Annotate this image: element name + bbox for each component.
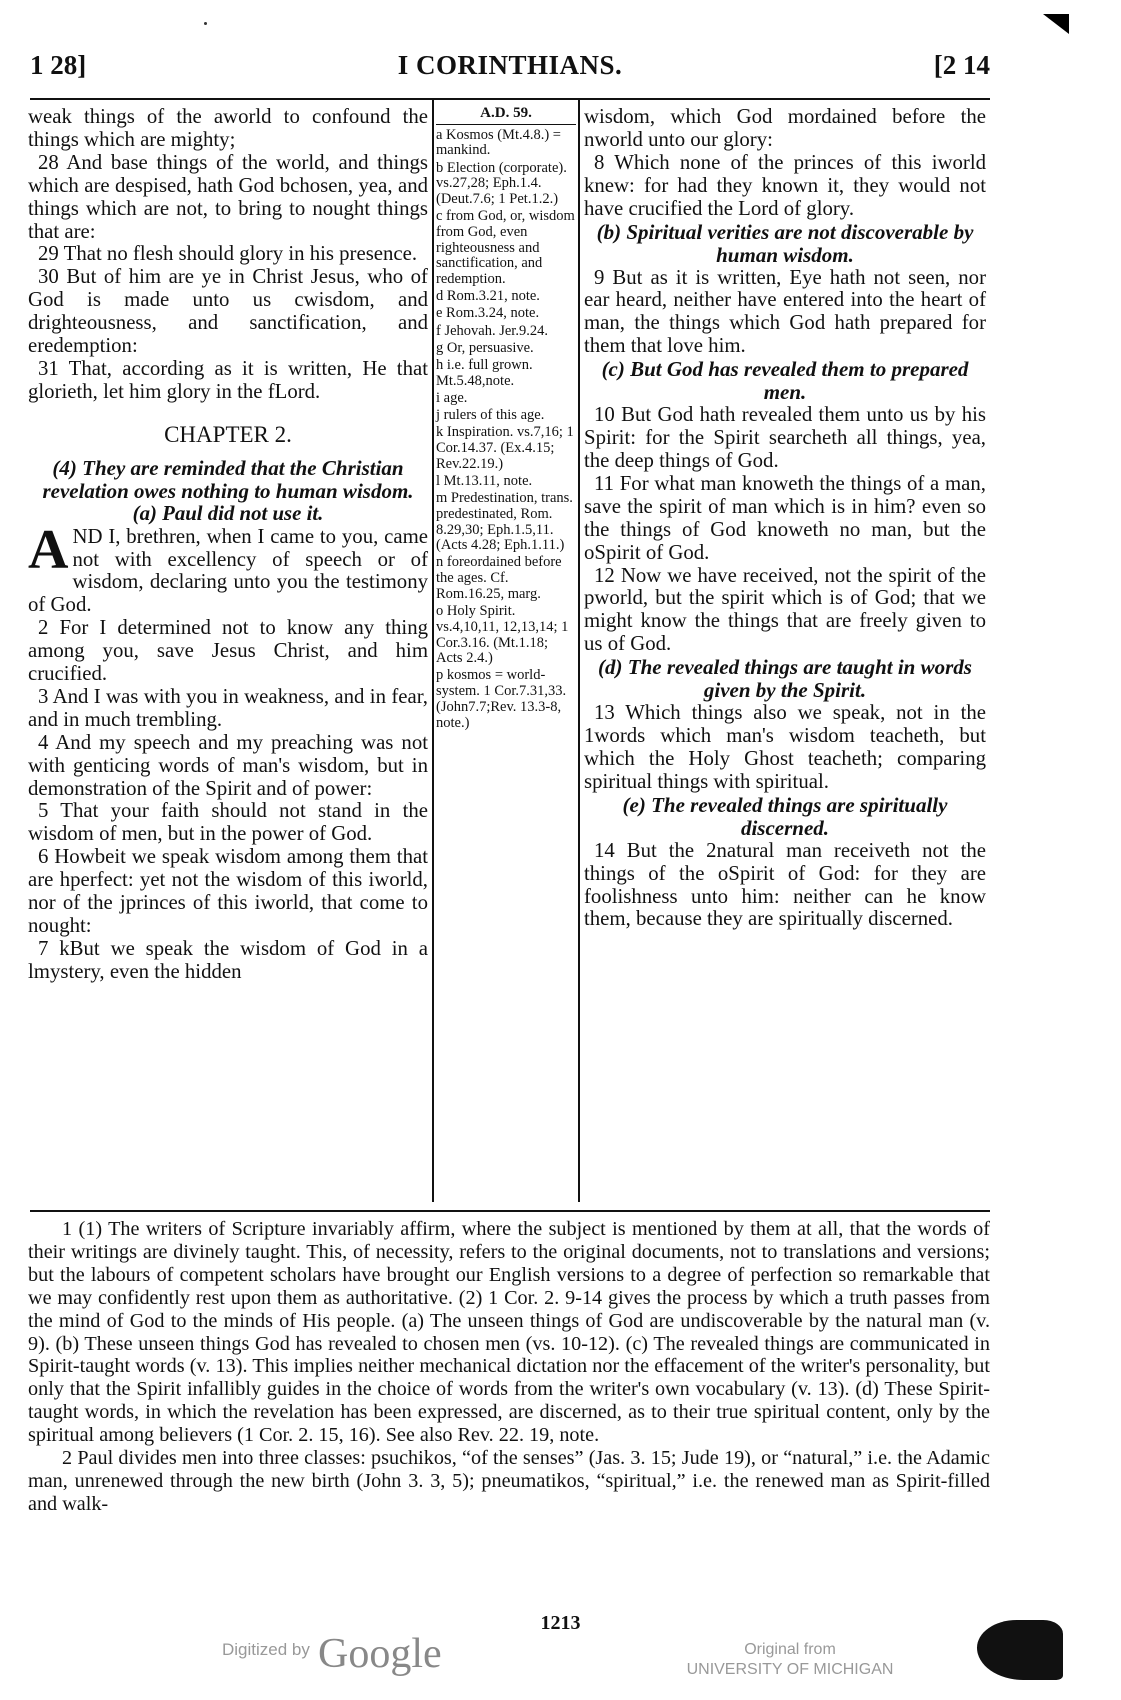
- institution-text: UNIVERSITY OF MICHIGAN: [686, 1661, 894, 1678]
- reference-list: [436, 128, 576, 732]
- verse-paragraph: 30 But of him are ye in Christ Jesus, who of God is made unto us cwisdom, and drighteousness, and sanctification, and eredemption:: [28, 265, 428, 358]
- footnote: 2 Paul divides men into three classes: psuchikos, “of the senses” (Jas. 3. 15; Jude 19), or “natural,” i.e. the Adamic man, unrenewed through the new birth (John 3. 3, 5); pneumatikos, “spiritual,” i.e. the renewed man as Spirit-filled and walk-: [28, 1447, 990, 1515]
- verse-paragraph: 28 And base things of the world, and things which are despised, hath God bchosen, yea, and things which are not, to bring to nought things that are:: [28, 150, 428, 243]
- verse-paragraph: 10 But God hath revealed them unto us by his Spirit: for the Spirit searcheth all things, yea, the deep things of God.: [584, 403, 986, 472]
- cross-reference: k Inspiration. vs.7,16; 1 Cor.14.37. (Ex.4.15; Rev.22.19.): [436, 424, 574, 472]
- verse-paragraph: 6 Howbeit we speak wisdom among them that are hperfect: yet not the wisdom of this iworld, nor of the jprinces of this iworld, that come to nought:: [28, 845, 428, 937]
- cross-reference: j rulers of this age.: [436, 407, 545, 424]
- cross-reference: c from God, or, wisdom from God, even righteousness and sanctification, and redemption.: [436, 208, 575, 288]
- verse-paragraph: 29 That no flesh should glory in his presence.: [38, 242, 418, 266]
- verse-text: ND I, brethren, when I came to you, came not with excellency of speech or of wisdom, declaring unto you the testimony of God.: [28, 524, 428, 617]
- cross-reference: e Rom.3.24, note.: [436, 305, 540, 322]
- column-divider-right: [578, 100, 580, 1202]
- page-number: 1213: [540, 1612, 581, 1634]
- header-right: [2 14: [933, 50, 990, 80]
- footnote: 1 (1) The writers of Scripture invariably affirm, where the subject is mentioned by them at all, that the words of their writings are divinely taught. This, of necessity, refers to the original documents, not to translations and versions; but the labours of competent scholars have brought our English versions to a degree of perfection so remarkable that we may confidently rest upon them as authoritative. (2) 1 Cor. 2. 9-14 gives the process by which a truth passes from the mind of God to the minds of His people. (a) The unseen things of God are undiscoverable by the natural man (v. 9). (b) These unseen things God has revealed to chosen men (vs. 10-12). (c) The revealed things are communicated in Spirit-taught words (v. 13). This implies neither mechanical dictation nor the effacement of the writer's personality, but only that the Spirit infallibly guides in the choice of words from the writer's own vocabulary (v. 13). (d) These Spirit-taught words, in which the revelation has been expressed, are discerned, as to their true spiritual content, only by the spiritual among believers (1 Cor. 2. 15, 16). See also Rev. 22. 19, note.: [28, 1218, 990, 1447]
- section-heading: (e) The revealed things are spiritually discerned.: [622, 792, 948, 840]
- verse-paragraph: 12 Now we have received, not the spirit of the pworld, but the spirit which is of God; that we might know the things that are freely given to us of God.: [584, 563, 986, 656]
- running-header: [30, 50, 990, 90]
- cross-reference: g Or, persuasive.: [436, 339, 534, 356]
- verse-paragraph: 8 Which none of the princes of this iworld knew: for had they known it, they would not have crucified the Lord of glory.: [584, 150, 986, 220]
- verse-paragraph: [28, 518, 428, 618]
- cross-reference: b Election (corporate). vs.27,28; Eph.1.4. (Deut.7.6; 1 Pet.1.2.): [436, 159, 567, 208]
- corner-triangle-mark: [1043, 14, 1069, 34]
- cross-reference: l Mt.13.11, note.: [436, 472, 533, 489]
- original-from-text: Original from: [744, 1641, 836, 1658]
- section-heading: (4) They are reminded that the Christian revelation owes nothing to human wisdom.: [42, 455, 414, 503]
- section-heading: (b) Spiritual verities are not discoverable by human wisdom.: [596, 219, 974, 267]
- chapter-heading: CHAPTER 2.: [164, 421, 292, 447]
- verse-paragraph: weak things of the aworld to confound the things which are mighty;: [28, 105, 428, 151]
- digitized-by-label: Digitized by: [222, 1640, 310, 1659]
- verse-paragraph: 2 For I determined not to know any thing among you, save Jesus Christ, and him crucified.: [28, 616, 428, 686]
- verse-paragraph: 14 But the 2natural man receiveth not the things of the oSpirit of God: for they are foolishness unto him: neither can he know them, because they are spiritually discerned.: [584, 838, 986, 931]
- scan-thumb-shadow: [977, 1620, 1063, 1680]
- cross-reference: h i.e. full grown. Mt.5.48,note.: [436, 357, 533, 389]
- cross-reference: m Predestination, trans. predestinated, Rom. 8.29,30; Eph.1.5,11. (Acts 4.28; Eph.1.11.): [436, 490, 573, 554]
- section-heading: (d) The revealed things are taught in words given by the Spirit.: [598, 655, 972, 703]
- verse-paragraph: 5 That your faith should not stand in the wisdom of men, but in the power of God.: [28, 799, 428, 846]
- verse-paragraph: 4 And my speech and my preaching was not with genticing words of man's wisdom, but in demonstration of the Spirit and of power:: [28, 730, 428, 800]
- verse-paragraph: 13 Which things also we speak, not in the 1words which man's wisdom teacheth, but which the Holy Ghost teacheth; comparing spiritual things with spiritual.: [584, 701, 986, 793]
- section-heading: (c) But God has revealed them to prepared men.: [601, 357, 969, 405]
- date-heading: A.D. 59.: [436, 106, 576, 125]
- cross-reference: i age.: [436, 389, 468, 406]
- marginal-references-column: [436, 106, 576, 733]
- verse-paragraph: 31 That, according as it is written, He that glorieth, let him glory in the fLord.: [28, 356, 428, 403]
- cross-reference: d Rom.3.21, note.: [436, 288, 540, 305]
- column-divider-left: [432, 100, 434, 1202]
- google-logo: Google: [318, 1631, 442, 1677]
- header-title: I CORINTHIANS.: [397, 50, 623, 80]
- cross-reference: a Kosmos (Mt.4.8.) = mankind.: [436, 126, 561, 159]
- header-rule: [30, 98, 990, 100]
- footnote-rule: [30, 1210, 990, 1212]
- right-text-column: [584, 106, 986, 931]
- footnotes: [28, 1218, 990, 1516]
- cross-reference: f Jehovah. Jer.9.24.: [436, 322, 548, 339]
- header-left: 1 28]: [30, 50, 87, 80]
- original-from-label: [670, 1640, 910, 1680]
- cross-reference: n foreordained before the ages. Cf. Rom.16.25, marg.: [436, 554, 562, 602]
- drop-cap: A: [28, 518, 69, 581]
- left-text-column: [28, 106, 428, 984]
- verse-paragraph: 11 For what man knoweth the things of a man, save the spirit of man which is in him? even so the things of God knoweth no man, but the oSpirit of God.: [584, 471, 986, 564]
- scan-speck: [204, 22, 207, 25]
- verse-paragraph: 7 kBut we speak the wisdom of God in a lmystery, even the hidden: [28, 936, 428, 983]
- section-subheading: (a) Paul did not use it.: [132, 501, 324, 525]
- cross-reference: p kosmos = world-system. 1 Cor.7.31,33. (John7.7;Rev. 13.3-8, note.): [436, 667, 567, 731]
- cross-reference: o Holy Spirit. vs.4,10,11, 12,13,14; 1 Cor.3.16. (Mt.1.18; Acts 2.4.): [436, 603, 569, 667]
- verse-paragraph: wisdom, which God mordained before the nworld unto our glory:: [584, 105, 986, 151]
- verse-paragraph: 3 And I was with you in weakness, and in fear, and in much trembling.: [28, 684, 428, 731]
- verse-paragraph: 9 But as it is written, Eye hath not seen, nor ear heard, neither have entered into the heart of man, the things which God hath prepared for them that love him.: [584, 265, 986, 358]
